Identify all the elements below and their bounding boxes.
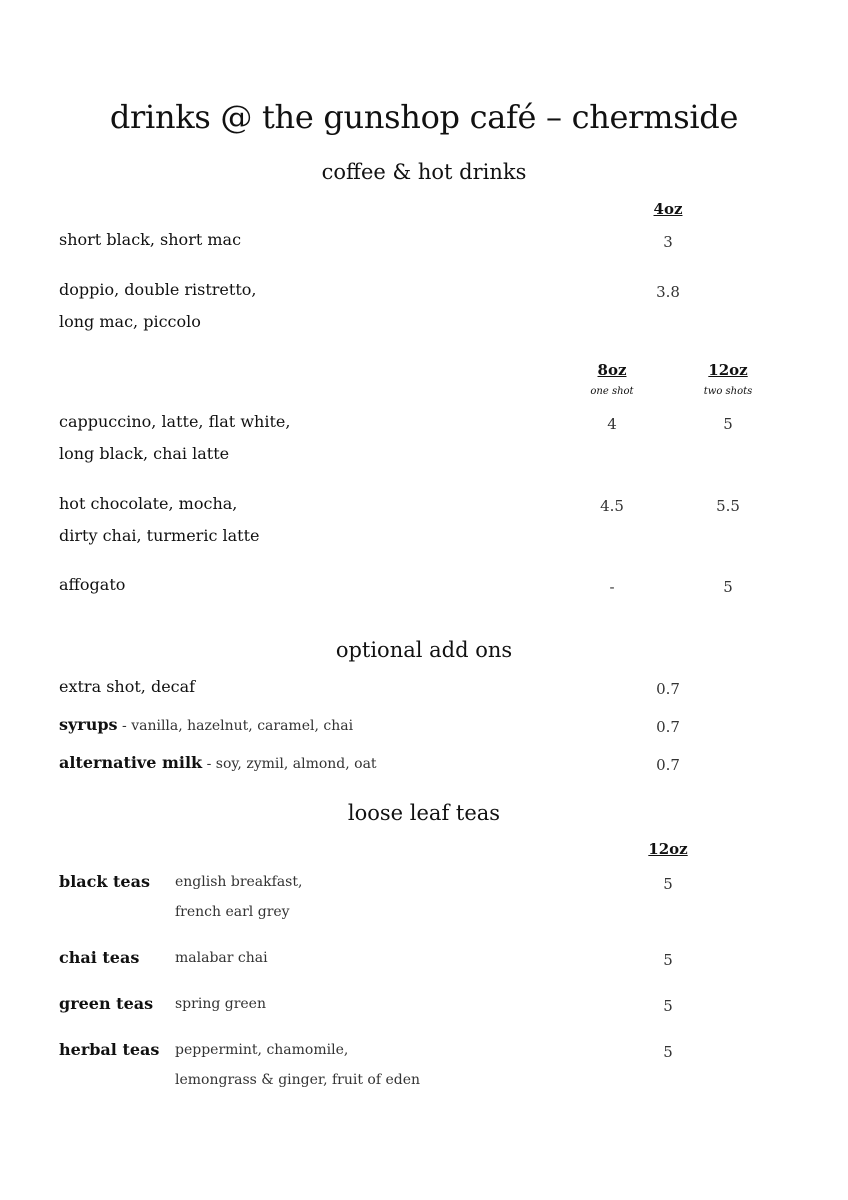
tea-desc-green: spring green [175,996,266,1012]
menu-item-hot-chocolate-line2: dirty chai, turmeric latte [59,526,260,545]
size-header-8oz: 8oz [597,361,627,379]
addon-detail: - vanilla, hazelnut, caramel, chai [117,718,354,734]
tea-category-green: green teas [59,994,154,1013]
addon-extra-shot [59,677,195,696]
page-title: drinks @ the gunshop café – chermside [109,98,739,136]
price-extra-shot: 0.7 [656,680,680,698]
addon-name: syrups [59,715,118,734]
size-header-tea-12oz: 12oz [648,840,688,858]
price-doppio: 3.8 [656,283,680,301]
menu-item-hot-chocolate: hot chocolate, mocha, [59,494,238,513]
section-heading-teas: loose leaf teas [347,801,501,825]
menu-item-short-black: short black, short mac [59,230,242,249]
price-hot-chocolate-12oz: 5.5 [716,497,740,515]
addon-name: extra shot, decaf [59,677,196,696]
tea-desc-herbal-line2: lemongrass & ginger, fruit of eden [175,1072,421,1088]
tea-desc-herbal: peppermint, chamomile, [175,1042,349,1058]
price-cappuccino-12oz: 5 [723,415,733,433]
shot-note-8oz: one shot [590,386,634,397]
price-affogato-12oz: 5 [723,578,733,596]
tea-desc-black-line2: french earl grey [175,904,290,920]
price-alternative-milk: 0.7 [656,756,680,774]
price-affogato-8oz: - [609,578,615,596]
menu-item-affogato: affogato [59,575,126,594]
section-heading-addons: optional add ons [335,638,513,662]
size-header-12oz: 12oz [708,361,748,379]
shot-note-12oz: two shots [703,386,753,397]
tea-category-black: black teas [59,872,150,891]
tea-category-herbal: herbal teas [59,1040,160,1059]
addon-alternative-milk [59,753,377,772]
menu-item-cappuccino-line2: long black, chai latte [59,444,230,463]
tea-desc-chai: malabar chai [175,950,268,966]
section-heading-coffee: coffee & hot drinks [321,160,527,184]
price-green-teas: 5 [663,997,673,1015]
menu-item-doppio: doppio, double ristretto, [59,280,257,299]
price-hot-chocolate-8oz: 4.5 [600,497,624,515]
addon-syrups [59,715,353,734]
price-chai-teas: 5 [663,951,673,969]
tea-desc-black: english breakfast, [175,874,303,890]
size-header-4oz: 4oz [653,200,683,218]
menu-item-cappuccino: cappuccino, latte, flat white, [59,412,291,431]
price-black-teas: 5 [663,875,673,893]
menu-item-doppio-line2: long mac, piccolo [59,312,201,331]
addon-detail: - soy, zymil, almond, oat [202,756,377,772]
tea-category-chai: chai teas [59,948,140,967]
price-cappuccino-8oz: 4 [607,415,617,433]
price-syrups: 0.7 [656,718,680,736]
price-short-black: 3 [663,233,673,251]
price-herbal-teas: 5 [663,1043,673,1061]
addon-name: alternative milk [59,753,203,772]
